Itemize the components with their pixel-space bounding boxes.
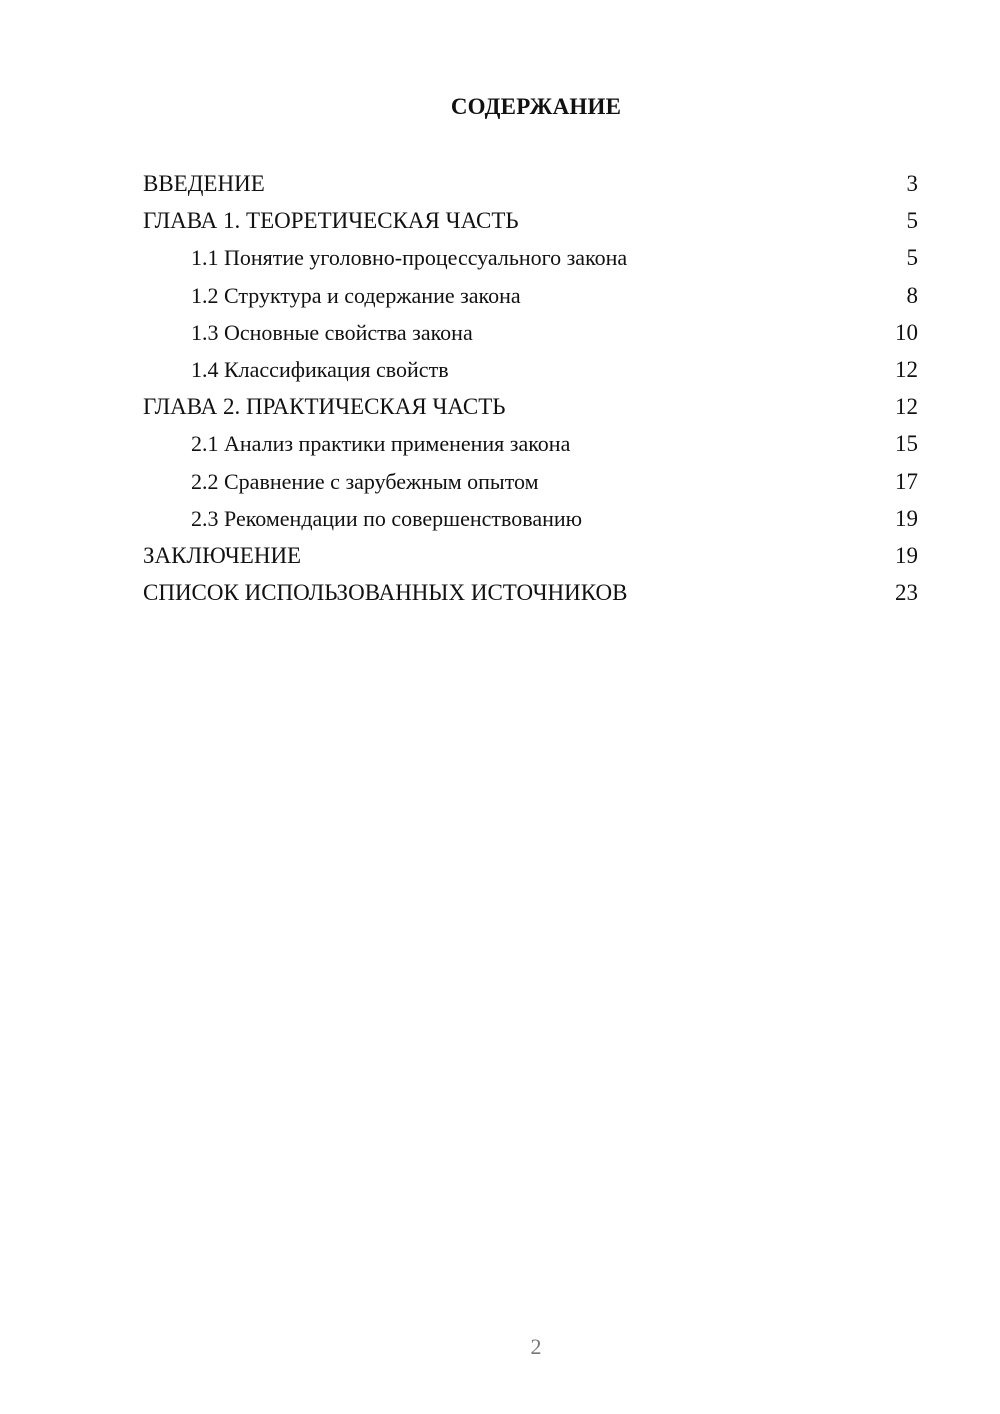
page-title: СОДЕРЖАНИЕ [450, 94, 622, 119]
toc-entry-label: 2.1 Анализ практики применения закона [191, 431, 571, 457]
toc-entry-label: 1.2 Структура и содержание закона [191, 282, 521, 308]
toc-entry-page: 23 [895, 580, 918, 606]
toc-entry-conclusion[interactable] [143, 540, 918, 577]
toc-entry-page: 12 [895, 394, 918, 420]
toc-entry-introduction[interactable] [143, 168, 918, 205]
toc-entry-label: 1.3 Основные свойства закона [191, 319, 473, 345]
toc-entry-page: 10 [895, 319, 918, 345]
toc-entry-page: 12 [895, 356, 918, 382]
toc-entry-label: ЗАКЛЮЧЕНИЕ [143, 542, 302, 568]
toc-entry-section-1-3[interactable] [143, 317, 918, 354]
table-of-contents [143, 168, 918, 614]
toc-entry-section-2-2[interactable] [143, 466, 918, 503]
toc-entry-label: ГЛАВА 1. ТЕОРЕТИЧЕСКАЯ ЧАСТЬ [143, 208, 519, 234]
toc-entry-section-2-3[interactable] [143, 503, 918, 540]
toc-entry-references[interactable] [143, 577, 918, 614]
toc-entry-label: 2.3 Рекомендации по совершенствованию [191, 505, 583, 531]
toc-entry-label: ВВЕДЕНИЕ [143, 171, 265, 196]
toc-entry-section-1-2[interactable] [143, 280, 918, 317]
toc-entry-chapter-1[interactable] [143, 205, 918, 242]
page-number: 2 [530, 1334, 542, 1359]
toc-entry-label: 2.2 Сравнение с зарубежным опытом [191, 468, 539, 494]
toc-entry-page: 17 [895, 468, 918, 494]
toc-entry-label: 1.1 Понятие уголовно-процессуального закона [191, 245, 628, 271]
toc-entry-page: 19 [895, 542, 918, 568]
toc-entry-label: ГЛАВА 2. ПРАКТИЧЕСКАЯ ЧАСТЬ [143, 394, 506, 420]
toc-entry-section-1-1[interactable] [143, 242, 918, 279]
toc-entry-page: 5 [906, 245, 918, 271]
toc-entry-page: 8 [906, 282, 918, 308]
toc-entry-section-1-4[interactable] [143, 354, 918, 391]
toc-entry-section-2-1[interactable] [143, 428, 918, 465]
toc-entry-page: 5 [906, 208, 918, 234]
toc-entry-page: 15 [895, 431, 918, 457]
toc-entry-page: 3 [906, 171, 918, 196]
toc-entry-label: 1.4 Классификация свойств [191, 356, 449, 382]
toc-entry-label: СПИСОК ИСПОЛЬЗОВАННЫХ ИСТОЧНИКОВ [143, 580, 628, 606]
toc-entry-page: 19 [895, 505, 918, 531]
toc-entry-chapter-2[interactable] [143, 391, 918, 428]
